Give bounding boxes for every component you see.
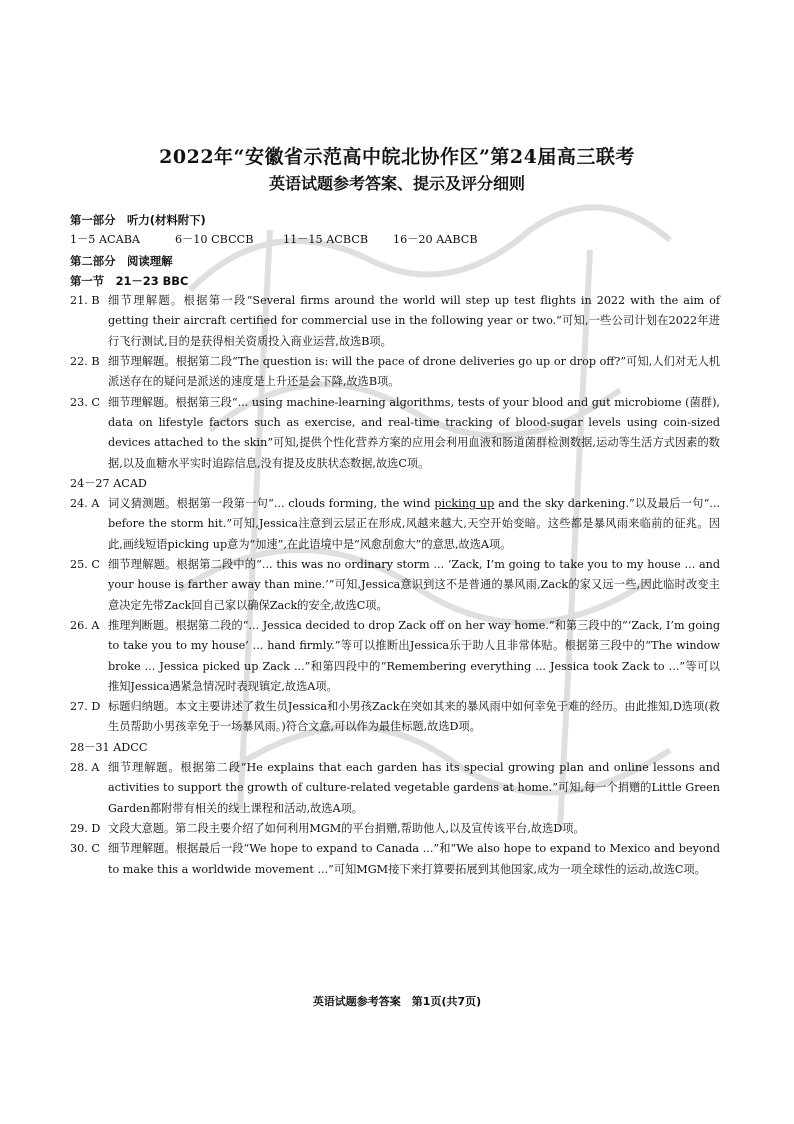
- item-number: 26. A: [70, 618, 100, 632]
- item-text-after: and the sky darkening.”以及最后一句“... before the storm hit.”可知,Jessica注意到云层正在形成,风越来越大,天空开始变暗。这些都是暴风雨来临前的征兆。因此,画线短语picking up意为“加速”,在此语境中是“风愈刮愈大”的意思,故选A项。: [108, 497, 720, 551]
- group3-heading: 28－31 ADCC: [70, 740, 148, 754]
- item-number: 28. A: [70, 761, 100, 775]
- page-subtitle: 英语试题参考答案、提示及评分细则: [268, 174, 525, 193]
- section1-heading: 第一节 21－23 BBC: [70, 273, 189, 288]
- listening-answer: 11－15 ACBCB: [283, 233, 369, 247]
- item-number: 30. C: [70, 842, 100, 856]
- answer-item: [70, 291, 720, 352]
- item-number: 22. B: [70, 355, 100, 369]
- page-footer: 英语试题参考答案 第1页(共7页): [312, 995, 482, 1008]
- item-number: 25. C: [70, 558, 100, 572]
- item-text: 文段大意题。第二段主要介绍了如何利用MGM的平台捐赠,帮助他人,以及宣传该平台,故选D项。: [108, 821, 585, 835]
- item-text: 细节理解题。根据第三段“... using machine-learning algorithms, tests of your blood and gut microbiome (菌群), data on lifestyle factors such as exercise, and real-time tracking of blood-sugar levels using coin-sized devices attached to the skin”可知,提供个性化营养方案的应用会利用血液和肠道菌群检测数据,运动等生活方式因素的数据,以及血糖水平实时追踪信息,没有提及皮肤状态数据,故选C项。: [108, 395, 720, 470]
- item-text: 推理判断题。根据第二段的“... Jessica decided to drop Zack off on her way home.”和第三段中的“‘Zack, I’m going to take you to my house’ ... hand firmly.”等可以推断出Jessica乐于助人且非常体贴。根据第三段中的“The window broke ... Jessica picked up Zack ...”和第四段中的“Remembering everything ... Jessica took Zack to ...”等可以推知Jessica遇紧急情况时表现镇定,故选A项。: [108, 618, 720, 693]
- item-text: 细节理解题。根据最后一段“We hope to expand to Canada ...”和“We also hope to expand to Mexico and beyond to make this a worldwide movement ...”可知MGM接下来打算要拓展到其他国家,成为一项全球性的运动,故选C项。: [108, 842, 720, 876]
- item-text: 细节理解题。根据第二段中的“... this was no ordinary storm ... ‘Zack, I’m going to take you to my house ... and your house is farther away than mine.’”可知,Jessica意识到这不是普通的暴风雨,Zack的家又远一些,因此临时改变主意决定先带Zack回自己家以确保Zack的安全,故选C项。: [108, 558, 720, 612]
- item-number: 29. D: [70, 821, 101, 835]
- underlined-phrase: picking up: [434, 497, 495, 511]
- answer-item: [70, 555, 720, 616]
- answer-item: [70, 839, 720, 880]
- part2-heading: 第二部分 阅读理解: [70, 253, 173, 268]
- item-text: [108, 497, 720, 551]
- item-number: 27. D: [70, 700, 101, 714]
- part1-heading: 第一部分 听力(材料附下): [70, 213, 206, 227]
- listening-answer: 6－10 CBCCB: [175, 233, 254, 247]
- item-text: 标题归纳题。本文主要讲述了救生员Jessica和小男孩Zack在突如其来的暴风雨中如何幸免于难的经历。由此推知,D选项(救生员帮助小男孩幸免于一场暴风雨。)符合文意,可以作为最佳标题,故选D项。: [108, 700, 720, 734]
- item-number: 23. C: [70, 395, 100, 409]
- answer-item: [70, 819, 720, 839]
- answer-content: [70, 210, 720, 880]
- item-text: 细节理解题。根据第二段“The question is: will the pace of drone deliveries go up or drop off?”可知,人们对无人机派送存在的疑问是派送的速度是上升还是会下降,故选B项。: [108, 355, 720, 389]
- item-text-before: 词义猜测题。根据第一段第一句“... clouds forming, the wind: [108, 497, 435, 511]
- answer-item: [70, 758, 720, 819]
- answer-item: [70, 697, 720, 738]
- listening-answers: [70, 230, 720, 250]
- listening-answer: 16－20 AABCB: [393, 233, 478, 247]
- item-number: 21. B: [70, 294, 100, 308]
- answer-item: [70, 616, 720, 697]
- item-text: 细节理解题。根据第二段“He explains that each garden has its special growing plan and online lessons and activities to support the growth of culture-related vegetable gardens at home.”可知,每一个捐赠的Little Green Garden都附带有相关的线上课程和活动,故选A项。: [108, 761, 720, 815]
- listening-answer: 1－5 ACABA: [70, 233, 140, 247]
- page-title: 2022年“安徽省示范高中皖北协作区”第24届高三联考: [159, 146, 635, 168]
- answer-item: [70, 393, 720, 474]
- item-text: 细节理解题。根据第一段“Several firms around the world will step up test flights in 2022 with the aim of getting their aircraft certified for commercial use in the following year or two.”可知,一些公司计划在2022年进行飞行测试,目的是获得相关资质投入商业运营,故选B项。: [108, 294, 720, 348]
- group2-heading: 24－27 ACAD: [70, 476, 147, 490]
- answer-item: [70, 352, 720, 393]
- item-number: 24. A: [70, 497, 100, 511]
- answer-item: [70, 494, 720, 555]
